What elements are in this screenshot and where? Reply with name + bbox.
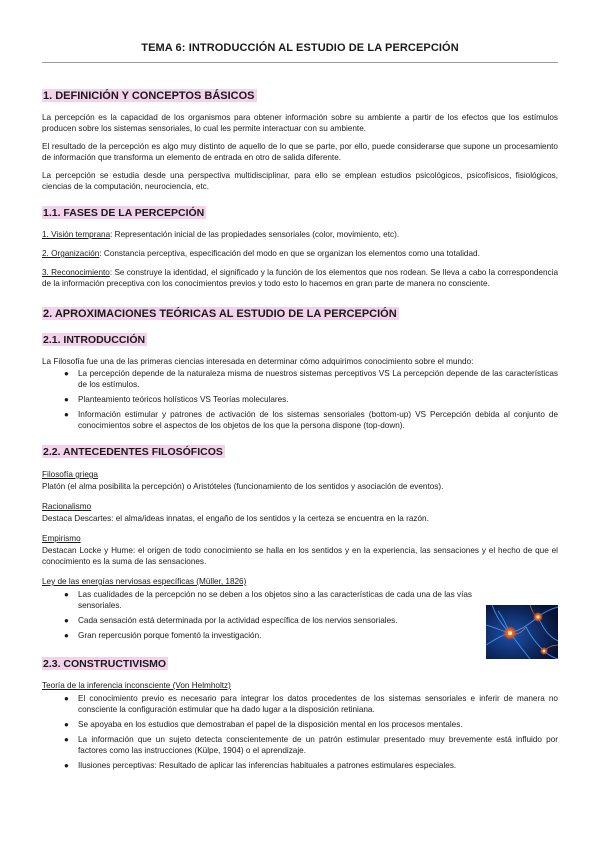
- phase-2-label: 2. Organización: [42, 249, 100, 258]
- list-item: ● Planteamiento teóricos holísticos VS Teorías moleculares.: [64, 395, 289, 404]
- s21-intro: La Filosofía fue una de las primeras ciencias interesada en determinar cómo adquirimos conocimiento sobre el mundo:: [42, 357, 474, 366]
- phase-1-label: 1. Visión temprana: [42, 230, 111, 239]
- phase-2-text: : Constancia perceptiva, especificación del modo en que se organizan los elementos como una totalidad.: [99, 249, 480, 258]
- racionalismo-text: Destaca Descartes: el alma/ideas innatas, el engaño de los sentidos y la certeza se encuentra en la razón.: [42, 514, 429, 523]
- s1-paragraph-1: La percepción es la capacidad de los organismos para obtener información sobre su ambiente a partir de los efectos que los estímulos producen sobre los sistemas sensoriales, lo cual les permite interactuar con su ambiente.: [42, 113, 558, 133]
- list-item: ● La información que un sujeto detecta conscientemente de un patrón estimular presentado muy brevemente está influido por factores como las instrucciones (Külpe, 1904) o el aprendizaje.: [64, 735, 558, 755]
- empirismo-text: Destacan Locke y Hume: el origen de todo conocimiento se halla en los sentidos y en la experiencia, las sensaciones y el hecho de que el conocimiento es la suma de las sensaciones.: [42, 546, 558, 566]
- section-2-heading: 2. APROXIMACIONES TEÓRICAS AL ESTUDIO DE LA PERCEPCIÓN: [43, 308, 397, 320]
- title-divider: [42, 62, 558, 63]
- s21-bullet-list: [42, 368, 558, 431]
- s1-paragraph-2: El resultado de la percepción es algo muy distinto de aquello de lo que se parte, por ello, puede considerarse que supone un procesamiento de información que transforma un elemento de entrada en otro de salida diferente.: [42, 142, 558, 162]
- section-2-1-heading: 2.1. INTRODUCCIÓN: [43, 334, 146, 346]
- phase-3-text: : Se construye la identidad, el significado y la función de los elementos que nos rodean. Se lleva a cabo la correspondencia de la información preceptiva con los conocimientos previos y todo esto lo hacemos en gran parte de manera no consciente.: [42, 268, 559, 288]
- list-item: ● Gran repercusión porque fomentó la investigación.: [64, 631, 262, 640]
- phase-1-text: : Representación inicial de las propiedades sensoriales (color, movimiento, etc).: [110, 230, 400, 239]
- list-item: ● Información estimular y patrones de activación de los sistemas sensoriales (bottom-up) VS Percepción debida al conjunto de conocimientos sobre el aspectos de los objetos de los que la persona dispone (top-down).: [64, 410, 558, 430]
- filosofia-griega-text: Platón (el alma posibilita la percepción) o Aristóteles (funcionamiento de los sentidos y asociación de eventos).: [42, 482, 444, 491]
- s1-paragraph-3: La percepción se estudia desde una perspectiva multidisciplinar, para ello se emplean estudios psicológicos, psicofísicos, fisiológicos, ciencias de la computación, neurociencia, etc.: [42, 171, 558, 191]
- list-item: ● Se apoyaba en los estudios que demostraban el papel de la disposición mental en los procesos mentales.: [64, 720, 463, 729]
- phase-3: [42, 267, 558, 289]
- empirismo-label: Empirismo: [42, 534, 81, 543]
- document-body: [42, 82, 558, 771]
- document-title: TEMA 6: INTRODUCCIÓN AL ESTUDIO DE LA PERCEPCIÓN: [141, 42, 459, 54]
- constructivismo-bullet-list: [42, 693, 558, 771]
- ley-energias-label: Ley de las energías nerviosas específicas (Müller, 1826): [42, 577, 247, 586]
- list-item: ● Cada sensación está determinada por la actividad específica de los nervios sensoriales.: [64, 616, 398, 625]
- list-item: ● Ilusiones perceptivas: Resultado de aplicar las inferencias habituales a patrones estimulares especiales.: [64, 761, 457, 770]
- list-item: ● La percepción depende de la naturaleza misma de nuestros sistemas perceptivos VS La percepción depende de las características de los estímulos.: [64, 369, 558, 389]
- phase-3-label: 3. Reconocimiento: [42, 268, 110, 277]
- section-1-heading: 1. DEFINICIÓN Y CONCEPTOS BÁSICOS: [43, 90, 255, 102]
- list-item: ● El conocimiento previo es necesario para integrar los datos procedentes de los sistemas sensoriales e inferir de manera no consciente la configuración estimular que ha dado lugar a la disposición retiniana.: [64, 694, 558, 714]
- section-2-2-heading: 2.2. ANTECEDENTES FILOSÓFICOS: [43, 446, 223, 458]
- ley-bullet-list: [42, 589, 472, 641]
- inferencia-label: Teoría de la inferencia inconsciente (Von Helmholtz): [42, 681, 231, 690]
- neurons-image: [486, 605, 558, 659]
- section-1-1-heading: 1.1. FASES DE LA PERCEPCIÓN: [43, 207, 205, 219]
- list-item: ● Las cualidades de la percepción no se deben a los objetos sino a las características de cada una de las vías sensoriales.: [64, 590, 472, 610]
- filosofia-griega-label: Filosofía griega: [42, 470, 98, 479]
- phase-1: [42, 229, 558, 240]
- section-2-3-heading: 2.3. CONSTRUCTIVISMO: [43, 658, 167, 670]
- racionalismo-label: Racionalismo: [42, 502, 92, 511]
- phase-2: [42, 248, 558, 259]
